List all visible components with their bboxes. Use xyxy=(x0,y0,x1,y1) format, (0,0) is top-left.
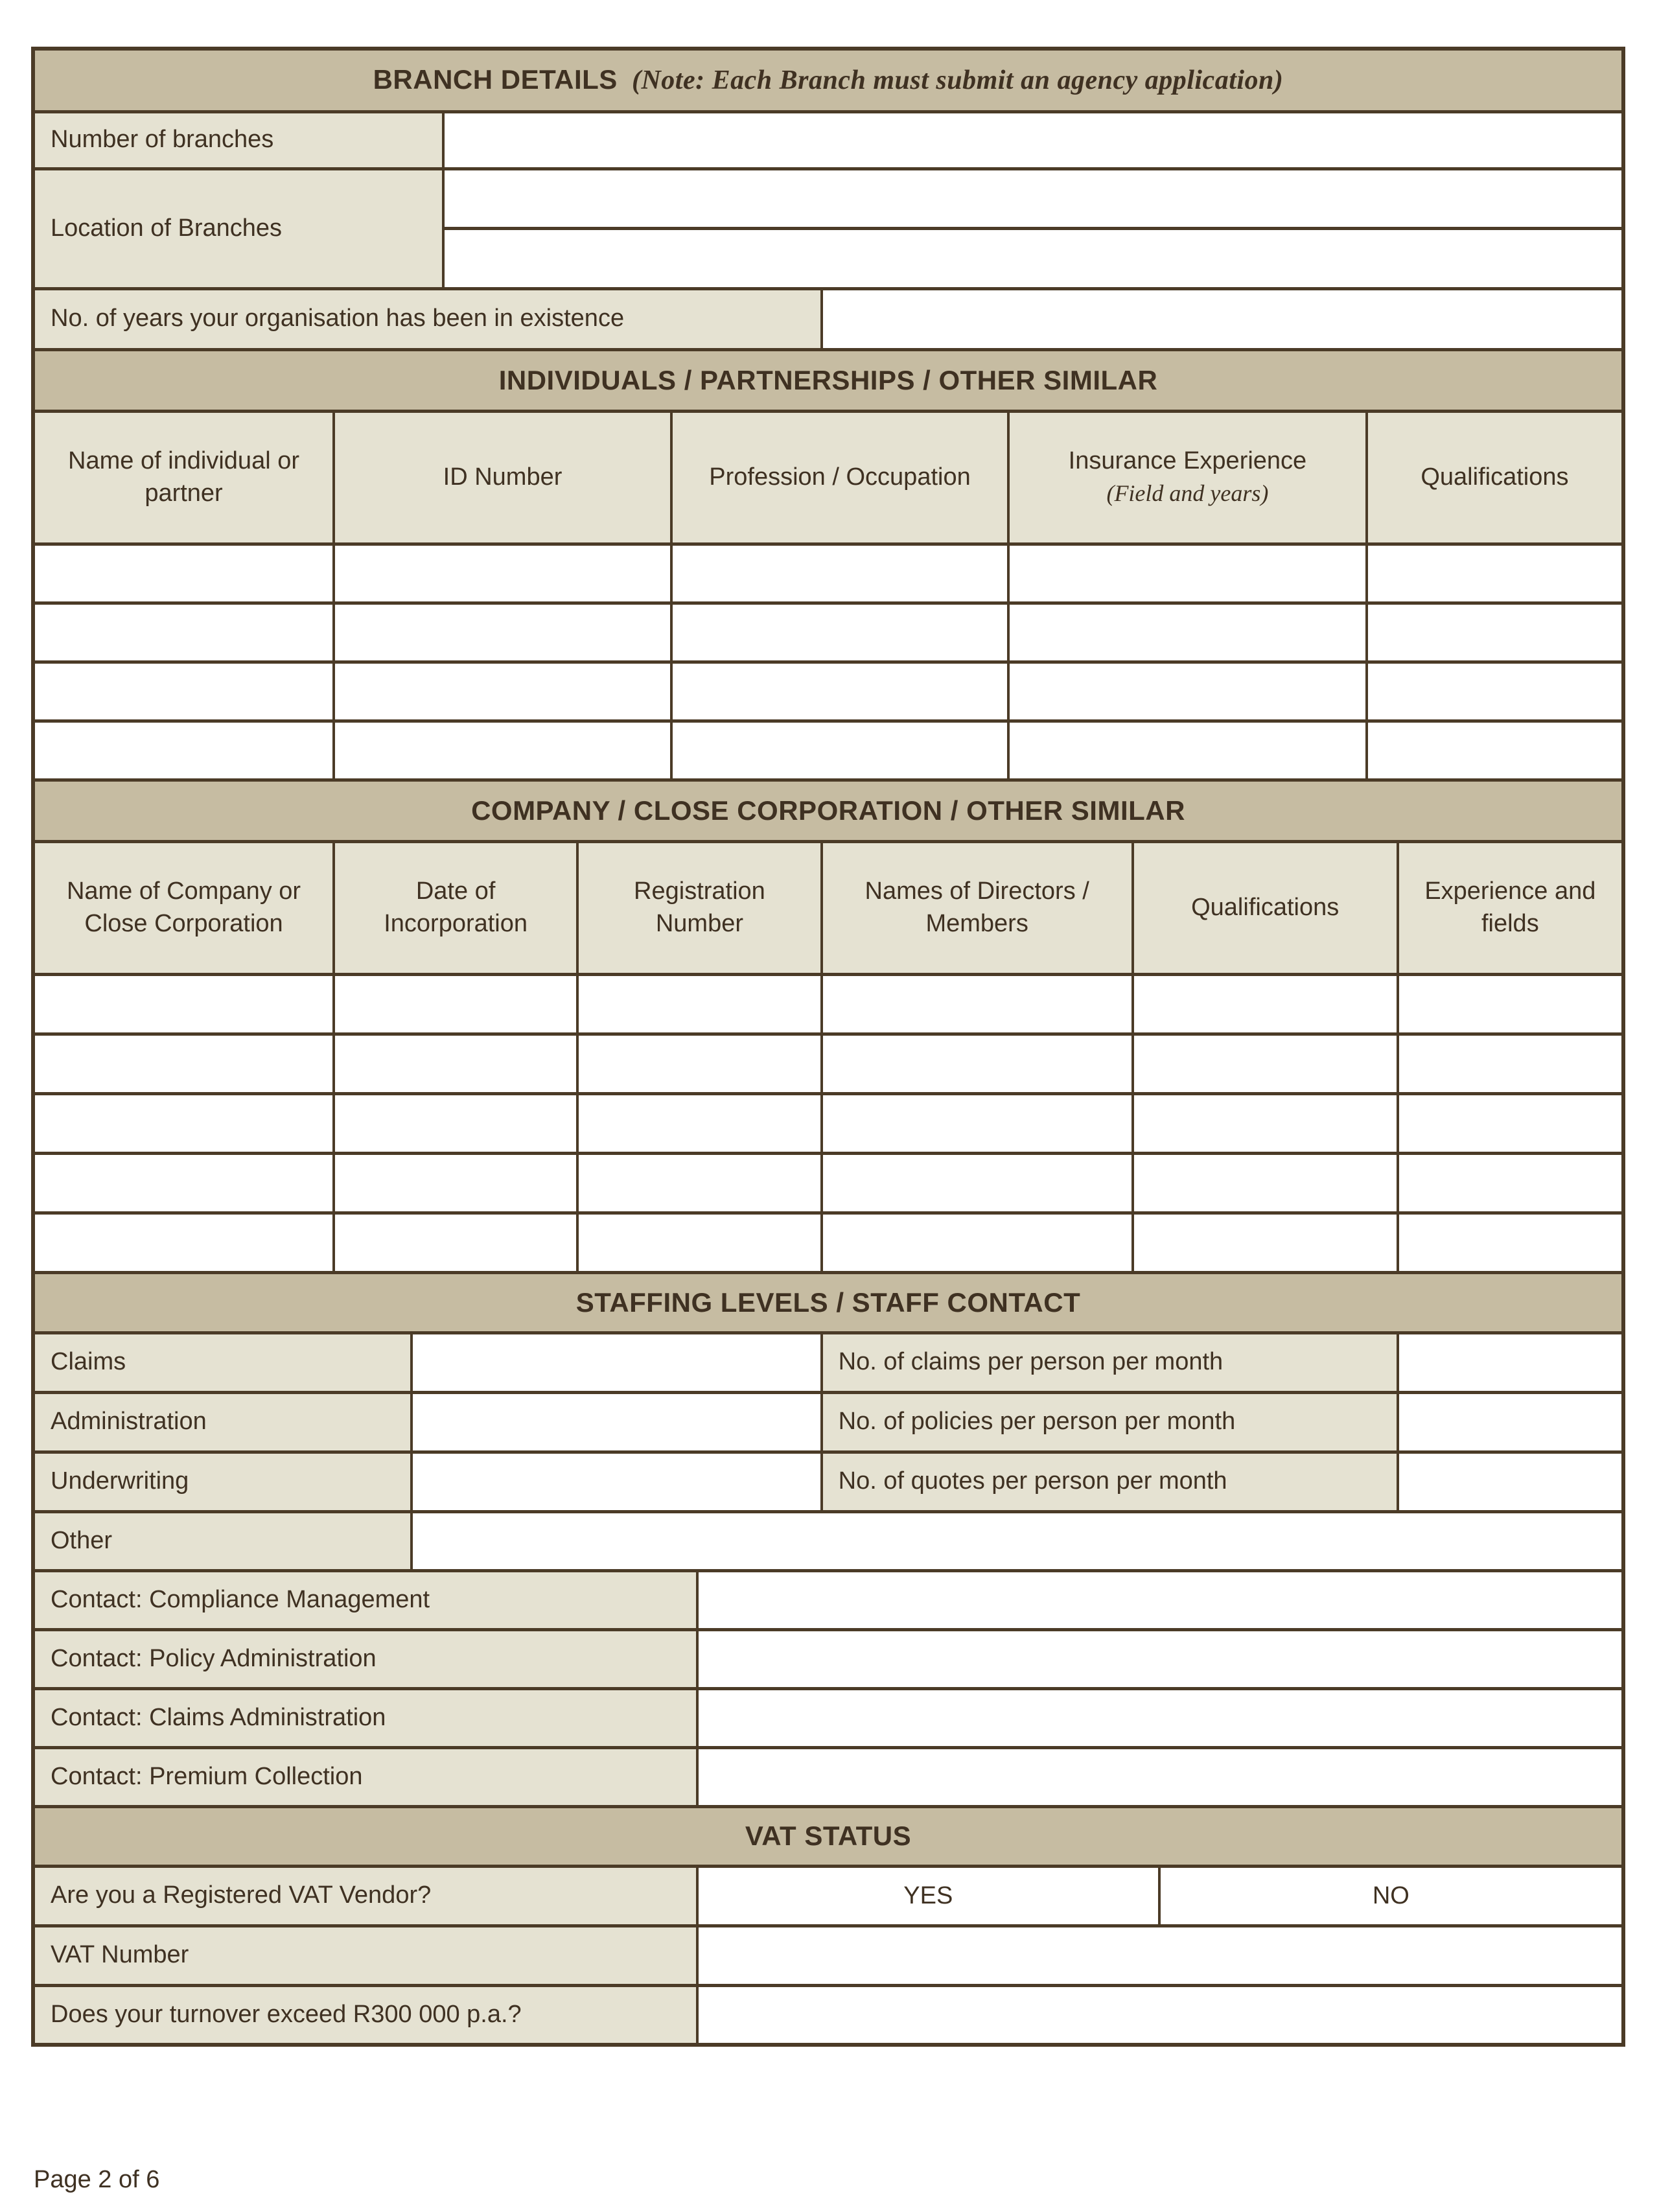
number-of-branches-label: Number of branches xyxy=(33,111,443,169)
company-col-directors-header: Names of Directors / Members xyxy=(822,841,1133,974)
individuals-row4-qualifications-cell[interactable] xyxy=(1367,721,1623,780)
company-row1-qualifications-cell[interactable] xyxy=(1133,974,1398,1034)
individuals-row1-id-cell[interactable] xyxy=(334,544,671,603)
company-row2-qualifications-cell[interactable] xyxy=(1133,1034,1398,1093)
individuals-row4-name-cell[interactable] xyxy=(33,721,334,780)
company-row1-name-cell[interactable] xyxy=(33,974,334,1034)
underwriting-label: Underwriting xyxy=(33,1452,412,1511)
company-row3-directors-cell[interactable] xyxy=(822,1093,1133,1153)
company-col-registration-header: Registration Number xyxy=(577,841,821,974)
quotes-per-month-input[interactable] xyxy=(1398,1452,1623,1511)
vat-vendor-question-label: Are you a Registered VAT Vendor? xyxy=(33,1866,697,1926)
staffing-section-header: STAFFING LEVELS / STAFF CONTACT xyxy=(33,1272,1623,1333)
company-row2-experience-cell[interactable] xyxy=(1398,1034,1623,1093)
individuals-row3-qualifications-cell[interactable] xyxy=(1367,662,1623,721)
individuals-row2-qualifications-cell[interactable] xyxy=(1367,603,1623,662)
company-row4-date-cell[interactable] xyxy=(334,1153,577,1213)
agency-application-form-table xyxy=(31,47,1625,2047)
location-of-branches-input-line1[interactable] xyxy=(443,169,1623,228)
company-row4-name-cell[interactable] xyxy=(33,1153,334,1213)
individuals-row1-profession-cell[interactable] xyxy=(671,544,1008,603)
administration-count-input[interactable] xyxy=(412,1392,822,1452)
company-row1-date-cell[interactable] xyxy=(334,974,577,1034)
company-row4-registration-cell[interactable] xyxy=(577,1153,821,1213)
individuals-row2-experience-cell[interactable] xyxy=(1008,603,1367,662)
page-number-footer: Page 2 of 6 xyxy=(34,2166,160,2193)
claims-label: Claims xyxy=(33,1333,412,1392)
vat-number-label: VAT Number xyxy=(33,1926,697,1985)
vat-number-input[interactable] xyxy=(697,1926,1623,1985)
contact-compliance-input[interactable] xyxy=(697,1570,1623,1629)
individuals-row4-experience-cell[interactable] xyxy=(1008,721,1367,780)
individuals-row1-qualifications-cell[interactable] xyxy=(1367,544,1623,603)
individuals-row3-profession-cell[interactable] xyxy=(671,662,1008,721)
turnover-question-label: Does your turnover exceed R300 000 p.a.? xyxy=(33,1985,697,2045)
years-in-existence-label: No. of years your organisation has been in existence xyxy=(33,288,822,349)
company-col-experience-header: Experience and fields xyxy=(1398,841,1623,974)
company-row5-experience-cell[interactable] xyxy=(1398,1213,1623,1272)
individuals-col-experience-header xyxy=(1008,411,1367,544)
contact-policy-input[interactable] xyxy=(697,1629,1623,1688)
branch-details-title: BRANCH DETAILS xyxy=(373,64,618,95)
branch-details-note: (Note: Each Branch must submit an agency application) xyxy=(631,65,1284,96)
individuals-row2-id-cell[interactable] xyxy=(334,603,671,662)
claims-per-month-label: No. of claims per person per month xyxy=(822,1333,1398,1392)
company-col-name-header: Name of Company or Close Corporation xyxy=(33,841,334,974)
individuals-section-header: INDIVIDUALS / PARTNERSHIPS / OTHER SIMILAR xyxy=(33,349,1623,411)
individuals-row3-id-cell[interactable] xyxy=(334,662,671,721)
company-section-header: COMPANY / CLOSE CORPORATION / OTHER SIMILAR xyxy=(33,780,1623,841)
contact-premium-input[interactable] xyxy=(697,1747,1623,1806)
individuals-row3-name-cell[interactable] xyxy=(33,662,334,721)
company-row5-directors-cell[interactable] xyxy=(822,1213,1133,1272)
individuals-row4-id-cell[interactable] xyxy=(334,721,671,780)
vat-vendor-no-cell[interactable]: NO xyxy=(1159,1866,1623,1926)
individuals-col-id-header: ID Number xyxy=(334,411,671,544)
company-row2-date-cell[interactable] xyxy=(334,1034,577,1093)
individuals-row4-profession-cell[interactable] xyxy=(671,721,1008,780)
vat-section-header: VAT STATUS xyxy=(33,1806,1623,1866)
company-row3-registration-cell[interactable] xyxy=(577,1093,821,1153)
individuals-row2-profession-cell[interactable] xyxy=(671,603,1008,662)
company-row2-directors-cell[interactable] xyxy=(822,1034,1133,1093)
company-row2-registration-cell[interactable] xyxy=(577,1034,821,1093)
company-row3-date-cell[interactable] xyxy=(334,1093,577,1153)
contact-compliance-label: Contact: Compliance Management xyxy=(33,1570,697,1629)
number-of-branches-input[interactable] xyxy=(443,111,1623,169)
company-row1-experience-cell[interactable] xyxy=(1398,974,1623,1034)
company-row3-experience-cell[interactable] xyxy=(1398,1093,1623,1153)
policies-per-month-input[interactable] xyxy=(1398,1392,1623,1452)
company-row5-name-cell[interactable] xyxy=(33,1213,334,1272)
underwriting-count-input[interactable] xyxy=(412,1452,822,1511)
location-of-branches-label: Location of Branches xyxy=(33,169,443,288)
individuals-row1-name-cell[interactable] xyxy=(33,544,334,603)
policies-per-month-label: No. of policies per person per month xyxy=(822,1392,1398,1452)
location-of-branches-input-line2[interactable] xyxy=(443,228,1623,288)
contact-policy-label: Contact: Policy Administration xyxy=(33,1629,697,1688)
administration-label: Administration xyxy=(33,1392,412,1452)
claims-count-input[interactable] xyxy=(412,1333,822,1392)
company-row2-name-cell[interactable] xyxy=(33,1034,334,1093)
individuals-row3-experience-cell[interactable] xyxy=(1008,662,1367,721)
company-col-date-header: Date of Incorporation xyxy=(334,841,577,974)
contact-premium-label: Contact: Premium Collection xyxy=(33,1747,697,1806)
company-row4-directors-cell[interactable] xyxy=(822,1153,1133,1213)
claims-per-month-input[interactable] xyxy=(1398,1333,1623,1392)
individuals-col-qualifications-header: Qualifications xyxy=(1367,411,1623,544)
company-row1-registration-cell[interactable] xyxy=(577,974,821,1034)
company-col-qualifications-header: Qualifications xyxy=(1133,841,1398,974)
field-and-years-label: (Field and years) xyxy=(1106,480,1269,506)
vat-vendor-yes-cell[interactable]: YES xyxy=(697,1866,1159,1926)
company-row5-registration-cell[interactable] xyxy=(577,1213,821,1272)
contact-claims-input[interactable] xyxy=(697,1688,1623,1747)
individuals-row1-experience-cell[interactable] xyxy=(1008,544,1367,603)
company-row3-name-cell[interactable] xyxy=(33,1093,334,1153)
branch-details-section-header xyxy=(33,49,1623,111)
contact-claims-label: Contact: Claims Administration xyxy=(33,1688,697,1747)
other-label: Other xyxy=(33,1511,412,1570)
individuals-col-profession-header: Profession / Occupation xyxy=(671,411,1008,544)
insurance-experience-label: Insurance Experience xyxy=(1068,447,1307,475)
turnover-input[interactable] xyxy=(697,1985,1623,2045)
years-in-existence-input[interactable] xyxy=(822,288,1623,349)
company-row4-experience-cell[interactable] xyxy=(1398,1153,1623,1213)
individuals-col-name-header: Name of individual or partner xyxy=(33,411,334,544)
other-input[interactable] xyxy=(412,1511,1623,1570)
company-row1-directors-cell[interactable] xyxy=(822,974,1133,1034)
quotes-per-month-label: No. of quotes per person per month xyxy=(822,1452,1398,1511)
company-row3-qualifications-cell[interactable] xyxy=(1133,1093,1398,1153)
individuals-row2-name-cell[interactable] xyxy=(33,603,334,662)
company-row4-qualifications-cell[interactable] xyxy=(1133,1153,1398,1213)
company-row5-qualifications-cell[interactable] xyxy=(1133,1213,1398,1272)
company-row5-date-cell[interactable] xyxy=(334,1213,577,1272)
